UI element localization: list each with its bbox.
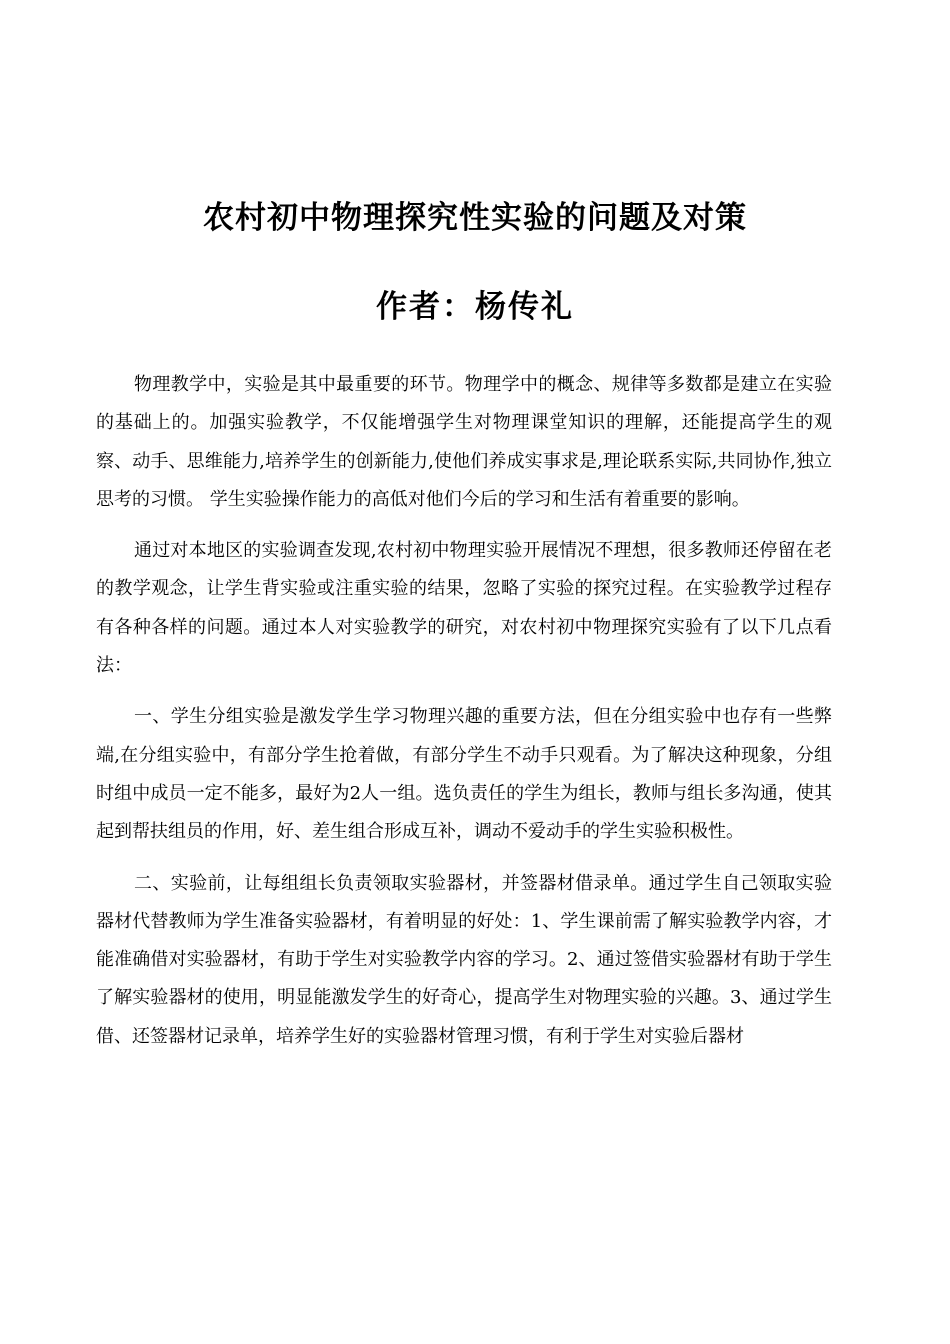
document-body — [96, 366, 832, 1069]
document-author: 作者：杨传礼 — [376, 289, 574, 325]
paragraph-4: 二、实验前，让每组组长负责领取实验器材，并签器材借录单。通过学生自己领取实验器材代替教师为学生准备实验器材，有着明显的好处：1、学生课前需了解实验教学内容，才能准确借对实验器材，有助于学生对实验教学内容的学习。2、通过签借实验器材有助于学生了解实验器材的使用，明显能激发学生的好奇心，提高学生对物理实验的兴趣。3、通过学生借、还签器材记录单，培养学生好的实验器材管理习惯，有利于学生对实验后器材 — [96, 872, 832, 1047]
document-title: 农村初中物理探究性实验的问题及对策 — [203, 200, 747, 236]
paragraph-1: 物理教学中，实验是其中最重要的环节。物理学中的概念、规律等多数都是建立在实验的基础上的。加强实验教学，不仅能增强学生对物理课堂知识的理解，还能提高学生的观察、动手、思维能力,培养学生的创新能力,使他们养成实事求是,理论联系实际,共同协作,独立思考的习惯。 学生实验操作能力的高低对他们今后的学习和生活有着重要的影响。 — [96, 374, 832, 510]
paragraph-2: 通过对本地区的实验调查发现,农村初中物理实验开展情况不理想，很多教师还停留在老的教学观念，让学生背实验或注重实验的结果，忽略了实验的探究过程。在实验教学过程存有各种各样的问题。通过本人对实验教学的研究，对农村初中物理探究实验有了以下几点看法： — [96, 540, 832, 677]
paragraph-3: 一、学生分组实验是激发学生学习物理兴趣的重要方法，但在分组实验中也存有一些弊端,在分组实验中，有部分学生抢着做，有部分学生不动手只观看。为了解决这种现象，分组时组中成员一定不能多，最好为2人一组。选负责任的学生为组长，教师与组长多沟通，使其起到帮扶组员的作用，好、差生组合形成互补，调动不爱动手的学生实验积极性。 — [96, 706, 832, 843]
